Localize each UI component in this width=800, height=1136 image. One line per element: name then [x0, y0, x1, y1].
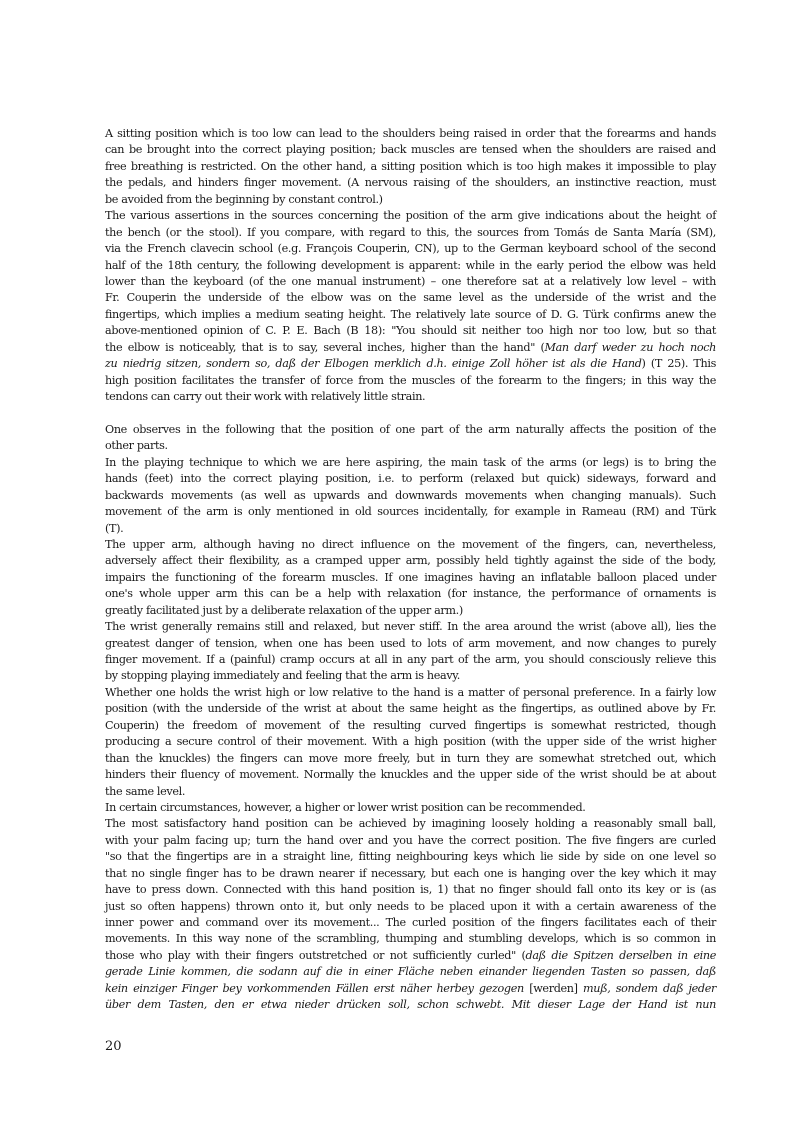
paragraph-upper-arm [105, 537, 716, 619]
text-line: (T). [105, 521, 124, 535]
text-line: impairs the functioning of the forearm muscles. If one imagines having an inflatable balloon placed under [105, 570, 716, 584]
text-line: inner power and command over its movement... The curled position of the fingers facilitates each of their [105, 916, 716, 929]
text-line-with-quote [105, 340, 716, 356]
paragraph-wrist-height [105, 685, 716, 800]
text-line: "so that the fingertips are in a straight line, fitting neighbouring keys which lie side by side on one level so [105, 850, 716, 864]
text-line: The wrist generally remains still and relaxed, but never stiff. In the area around the wrist (above all), lies the [105, 620, 716, 634]
german-quote-italic: kein einziger Finger bey vorkommenden Fällen erst näher herbey gezogen [105, 981, 530, 995]
text-line: can be brought into the correct playing position; back muscles are tensed when the shoulders are raised and [105, 143, 716, 157]
paragraph-circumstances [105, 800, 716, 816]
text-line-with-quote [105, 981, 716, 997]
text-line: position (with the underside of the wrist at about the same height as the fingertips, as outlined above by Fr. [105, 702, 716, 716]
german-quote-italic: muß, sondem daß jeder [577, 981, 717, 995]
german-quote-italic: daß die Spitzen derselben in eine [525, 948, 716, 962]
roman-text: those who play with their fingers outstretched or not sufficiently curled" ( [105, 948, 526, 962]
german-quote-italic: Man darf weder zu hoch noch [544, 340, 717, 354]
text-line: adversely affect their flexibility, as a cramped upper arm, possibly held tightly against the side of the body, [105, 554, 716, 568]
german-quote-line: gerade Linie kommen, die sodann auf die in einer Fläche neben einander liegenden Tasten so passen, daß [105, 965, 716, 979]
text-line: by stopping playing immediately and feeling that the arm is heavy. [105, 669, 460, 683]
paragraph-hand-position [105, 816, 716, 1013]
paragraph-playing-technique [105, 455, 716, 537]
text-line: hands (feet) into the correct playing position, i.e. to perform (relaxed but quick) sideways, forward and [105, 472, 716, 486]
text-line: have to press down. Connected with this hand position is, 1) that no finger should fall onto its key or is (as [105, 883, 716, 897]
text-line: above-mentioned opinion of C. P. E. Bach (B 18): "You should sit neither too high nor too low, but so that [105, 324, 716, 338]
editorial-insertion: [werden] [529, 981, 578, 995]
text-line-with-quote [105, 356, 716, 372]
paragraph-sitting-position [105, 126, 716, 208]
text-line: In the playing technique to which we are here aspiring, the main task of the arms (or legs) is to bring the [105, 455, 716, 469]
roman-text: the elbow is noticeably, that is to say, several inches, higher than the hand" ( [105, 340, 545, 354]
text-line: just so often happens) thrown onto it, but only needs to be placed upon it with a certain awareness of the [105, 899, 716, 913]
paragraph-wrist [105, 619, 716, 685]
text-line: with your palm facing up; turn the hand over and you have the correct position. The five fingers are curled [105, 833, 716, 847]
text-line: free breathing is restricted. On the other hand, a sitting position which is too high makes it impossible to play [105, 159, 716, 173]
text-line: producing a secure control of their movement. With a high position (with the upper side of the wrist higher [105, 735, 716, 749]
roman-text: ) (T 25). This [641, 357, 716, 371]
body-text [105, 126, 716, 1014]
text-line: tendons can carry out their work with relatively little strain. [105, 390, 426, 403]
text-line: In certain circumstances, however, a higher or lower wrist position can be recommended. [105, 800, 586, 814]
text-line: The various assertions in the sources concerning the position of the arm give indications about the height of [105, 209, 716, 223]
text-line: One observes in the following that the position of one part of the arm naturally affects the position of the [105, 422, 716, 436]
text-line: the same level. [105, 784, 186, 798]
text-line: greatest danger of tension, when one has been used to lots of arm movement, and now changes to purely [105, 636, 716, 650]
text-line: lower than the keyboard (of the one manual instrument) – one therefore sat at a relatively low level – with [105, 274, 716, 288]
text-line: movement of the arm is only mentioned in old sources incidentally, for example in Rameau (RM) and Türk [105, 505, 716, 519]
text-line: hinders their fluency of movement. Normally the knuckles and the upper side of the wrist should be at about [105, 768, 716, 782]
text-line: one's whole upper arm this can be a help with relaxation (for instance, the performance of ornaments is [105, 587, 716, 601]
paragraph-spacer [105, 405, 716, 421]
text-line: The most satisfactory hand position can be achieved by imagining loosely holding a reasonably small ball, [105, 817, 716, 831]
text-line: A sitting position which is too low can lead to the shoulders being raised in order that the forearms and hands [105, 127, 716, 140]
text-line: backwards movements (as well as upwards and downwards movements when changing manuals). Such [105, 488, 716, 502]
text-line: movements. In this way none of the scrambling, thumping and stumbling develops, which is so common in [105, 932, 716, 946]
text-line: the pedals, and hinders finger movement. (A nervous raising of the shoulders, an instinctive reaction, must [105, 176, 716, 190]
text-line: greatly facilitated just by a deliberate relaxation of the upper arm.) [105, 603, 463, 617]
text-line: via the French clavecin school (e.g. François Couperin, CN), up to the German keyboard school of the second [105, 242, 716, 256]
text-line: other parts. [105, 439, 168, 453]
page-number: 20 [105, 1039, 122, 1054]
paragraph-arm-parts [105, 422, 716, 455]
paragraph-arm-position-sources [105, 208, 716, 405]
german-quote-line: über dem Tasten, den er etwa nieder drücken soll, schon schwebt. Mit dieser Lage der Hand ist nun [105, 998, 716, 1012]
text-line: finger movement. If a (painful) cramp occurs at all in any part of the arm, you should consciously relieve this [105, 653, 716, 666]
german-quote-italic: zu niedrig sitzen, sondern so, daß der Elbogen merklich d.h. einige Zoll höher ist als die Hand [105, 357, 642, 371]
text-line: high position facilitates the transfer of force from the muscles of the forearm to the fingers; in this way the [105, 373, 716, 387]
text-line-with-quote [105, 948, 716, 964]
text-line: Fr. Couperin the underside of the elbow was on the same level as the underside of the wrist and the [105, 291, 716, 305]
text-line: than the knuckles) the fingers can move more freely, but in turn they are somewhat stretched out, which [105, 751, 716, 765]
text-line: that no single finger has to be drawn nearer if necessary, but each one is hanging over the key which it may [105, 866, 716, 880]
text-line: Couperin) the freedom of movement of the resulting curved fingertips is somewhat restricted, though [105, 718, 716, 732]
text-line: the bench (or the stool). If you compare, with regard to this, the sources from Tomás de Santa María (SM), [105, 225, 716, 239]
text-line: half of the 18th century, the following development is apparent: while in the early period the elbow was held [105, 258, 716, 272]
text-line: fingertips, which implies a medium seating height. The relatively late source of D. G. Türk confirms anew the [105, 307, 716, 321]
text-line: Whether one holds the wrist high or low relative to the hand is a matter of personal preference. In a fairly low [105, 685, 716, 699]
text-line: be avoided from the beginning by constant control.) [105, 192, 383, 206]
text-line: The upper arm, although having no direct influence on the movement of the fingers, can, nevertheless, [105, 537, 716, 551]
